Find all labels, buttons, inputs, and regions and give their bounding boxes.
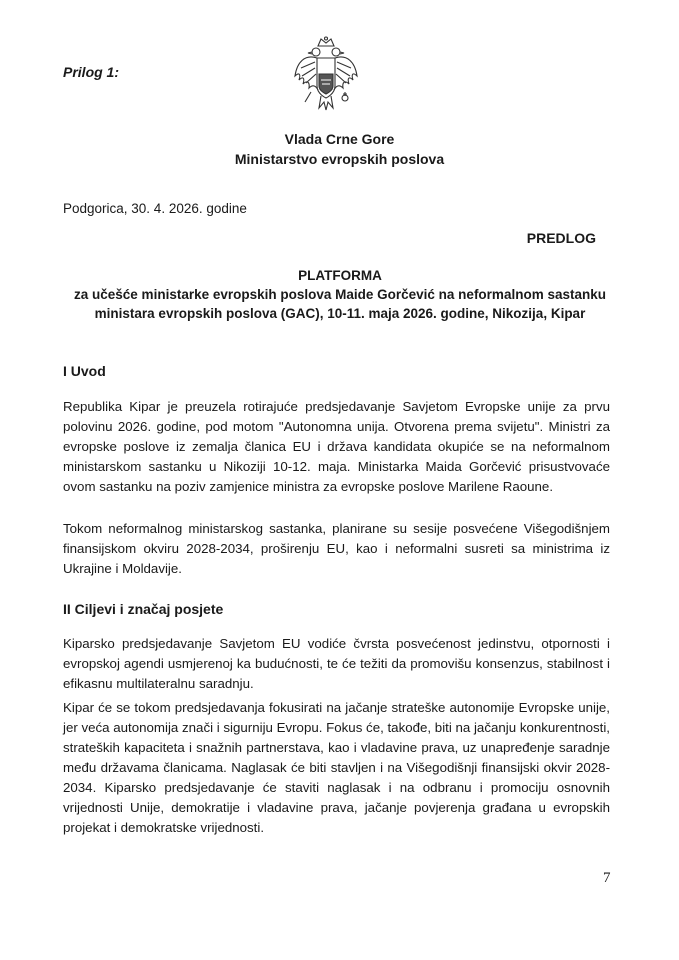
- platform-title-block: [50, 266, 630, 323]
- document-header: [0, 129, 679, 169]
- section-heading-goals: II Ciljevi i značaj posjete: [63, 601, 224, 617]
- status-label: PREDLOG: [526, 230, 596, 246]
- goals-paragraph-1: Kiparsko predsjedavanje Savjetom EU vodiće čvrsta posvećenost jedinstvu, otpornosti i evropskoj agendi usmjerenoj ka budućnosti, te će težiti da promovišu konsenzus, stabilnost i efikasnu multilateralnu saradnju.: [63, 636, 610, 691]
- platform-subtitle: za učešće ministarke evropskih poslova Maide Gorčević na neformalnom sastanku ministara evropskih poslova (GAC), 10-11. maja 2026. godine, Nikozija, Kipar: [74, 287, 606, 321]
- government-name: Vlada Crne Gore: [284, 131, 395, 147]
- goals-paragraph-2: Kipar će se tokom predsjedavanja fokusirati na jačanje strateške autonomije Evropske unije, jer veća autonomija znači i sigurniju Evropu. Fokus će, takođe, biti na jačanju konkurentnosti, strateških kapaciteta i snažnih partnerstava, kao i vladavine prava, uz unapređenje saradnje među državama članicama. Naglasak će biti stavljen i na Višegodišnji finansijski okvir 2028-2034. Kiparsko predsjedavanje će staviti naglasak i na odbranu i promociju osnovnih vrijednosti Unije, demokratije i vladavine prava, jačanje povjerenja građana u evropskih projekat i demokratske vrijednosti.: [63, 700, 610, 835]
- ministry-name: Ministarstvo evropskih poslova: [234, 151, 445, 167]
- attachment-label: Prilog 1:: [63, 64, 120, 80]
- page-number: 7: [603, 870, 611, 886]
- intro-paragraph-1: Republika Kipar je preuzela rotirajuće predsjedavanje Savjetom Evropske unije za prvu polovinu 2026. godine, pod motom "Autonomna unija. Otvorena prema svijetu". Ministri za evropske poslove iz zemalja članica EU i država kandidata okupiće se na neformalnom ministarskom sastanku u Nikoziji 10-12. maja. Ministarka Maida Gorčević prisustvovaće ovom sastanku na poziv zamjenice ministra za evropske poslove Marilene Raoune.: [63, 399, 610, 494]
- intro-paragraph-2: Tokom neformalnog ministarskog sastanka, planirane su sesije posvećene Višegodišnjem finansijskom okviru 2028-2034, proširenju EU, kao i neformalni susreti sa ministrima iz Ukrajine i Moldavije.: [63, 521, 610, 576]
- section-heading-intro: I Uvod: [63, 363, 106, 379]
- platform-title: PLATFORMA: [298, 268, 382, 283]
- date-line: Podgorica, 30. 4. 2026. godine: [63, 201, 247, 216]
- montenegro-coat-of-arms-icon: [291, 36, 361, 112]
